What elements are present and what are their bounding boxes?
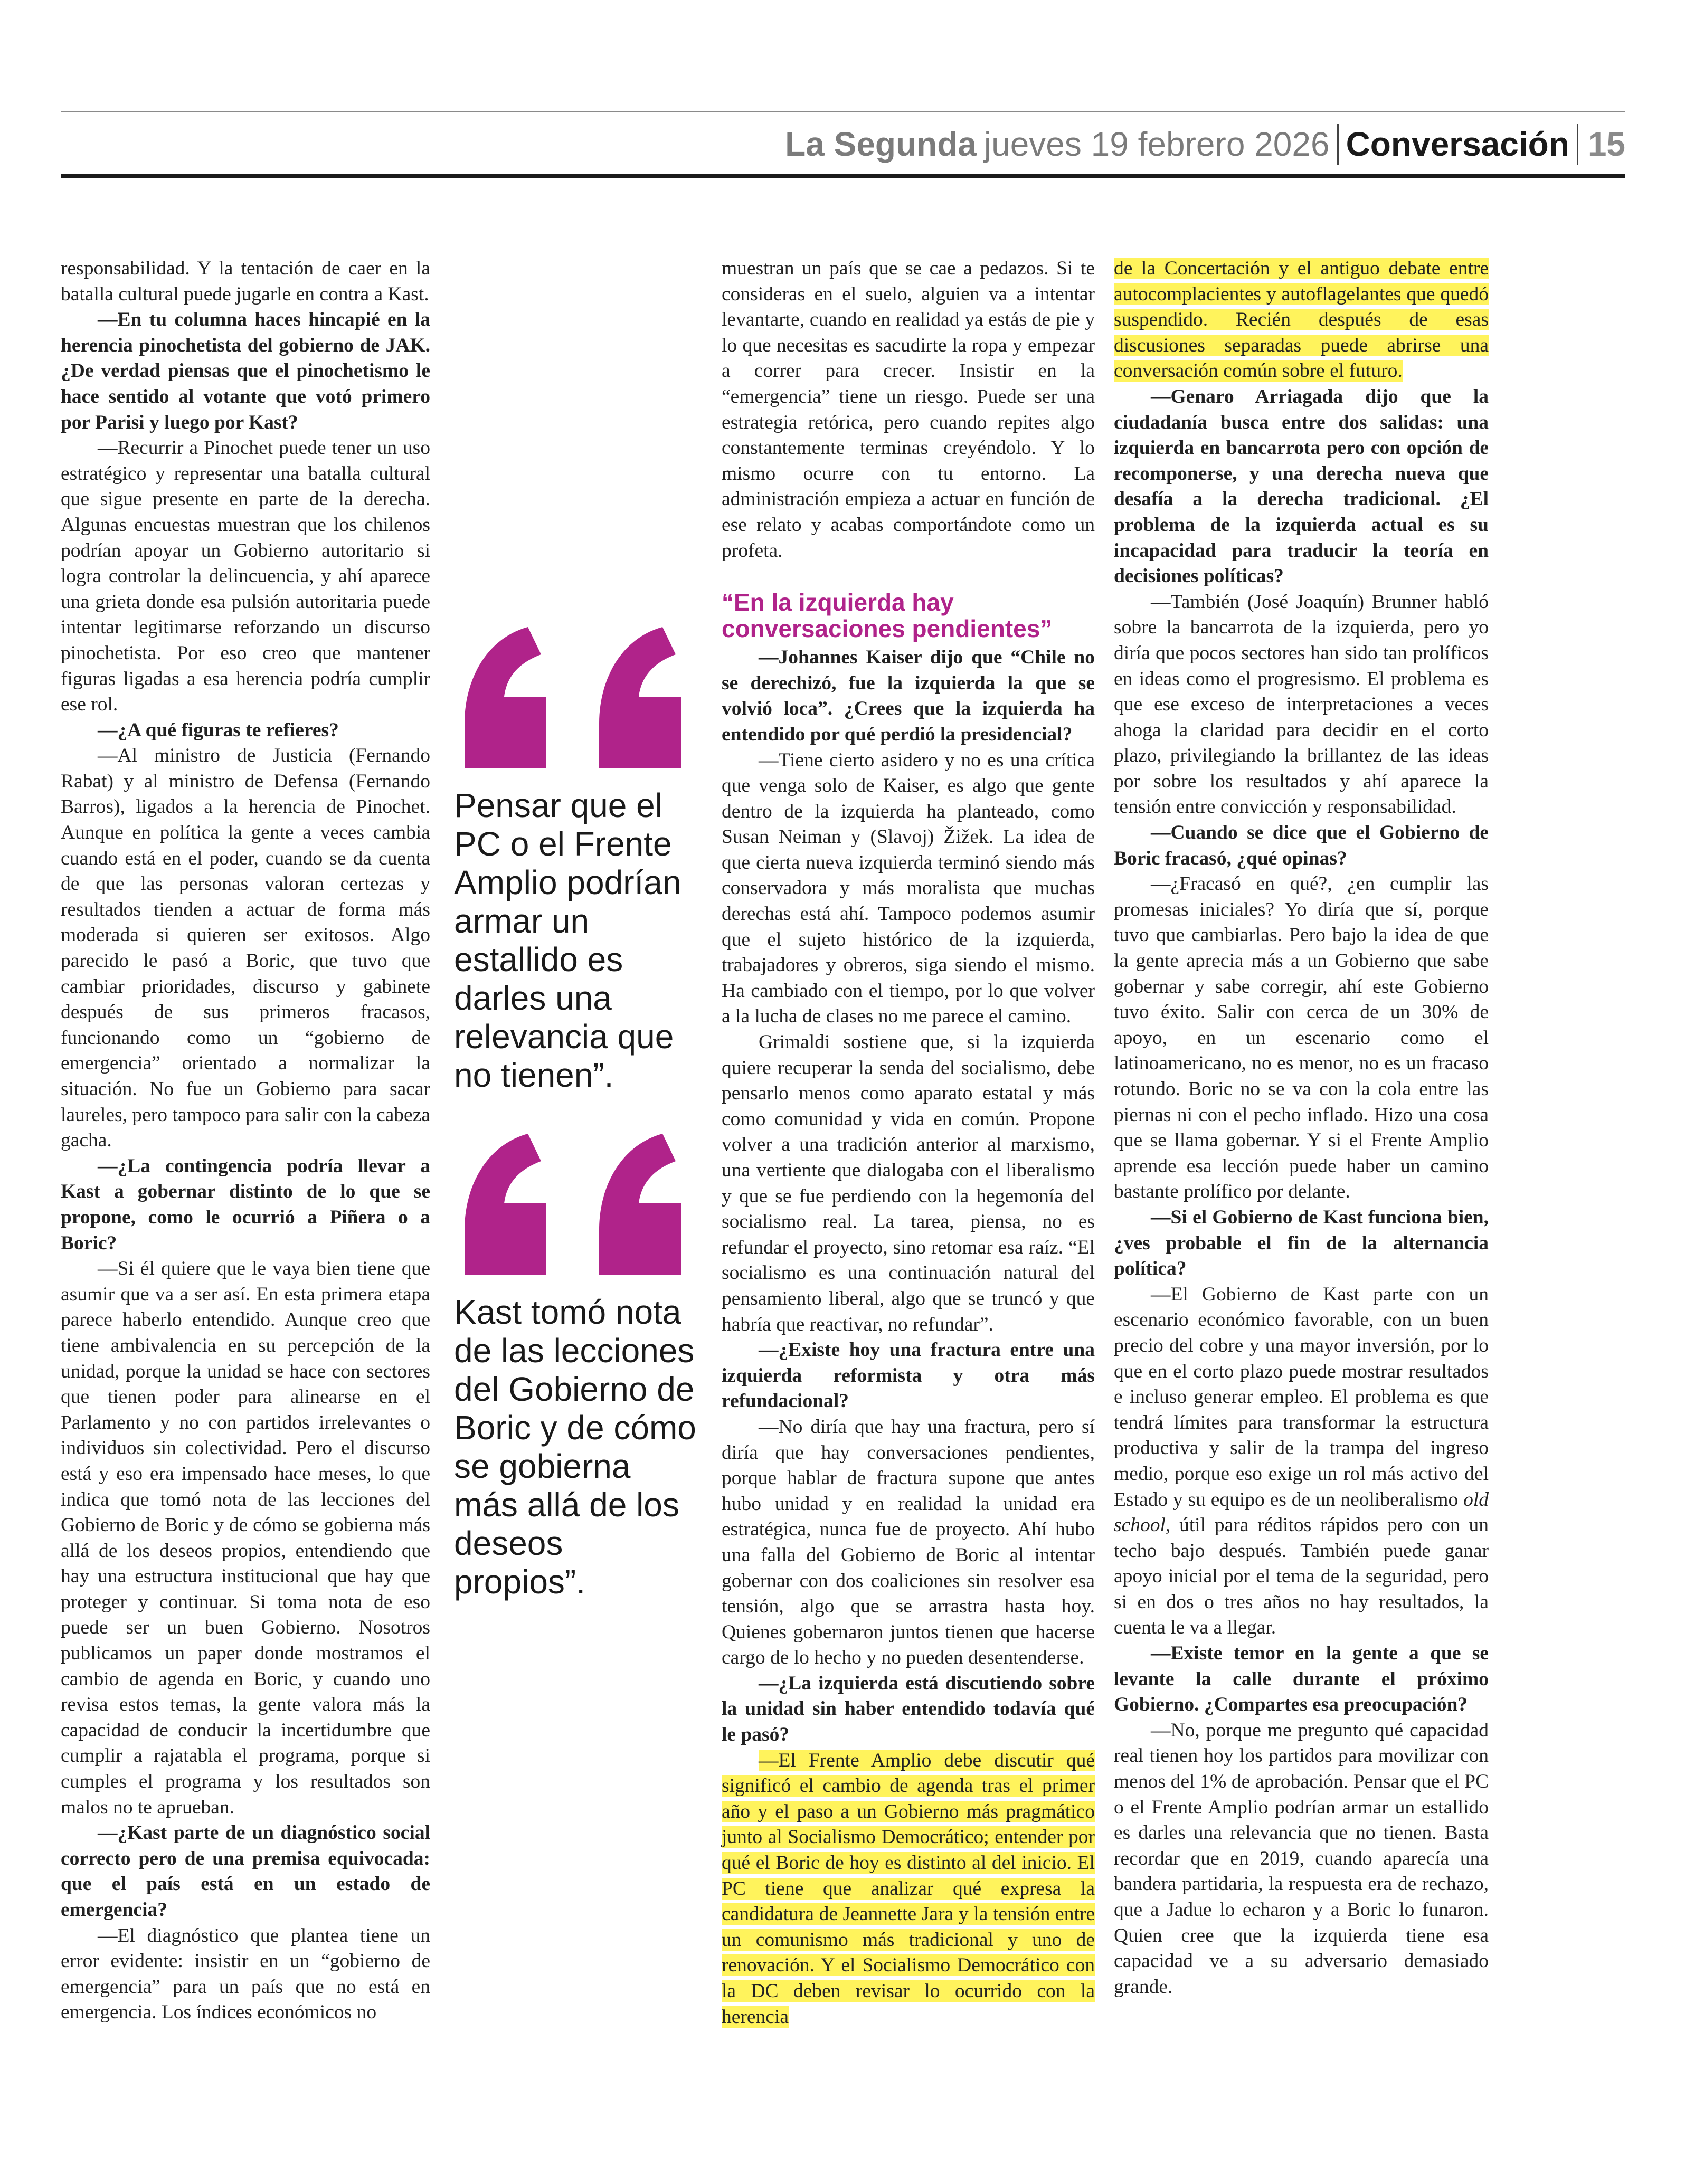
header-divider (1337, 124, 1339, 165)
interview-question: —En tu columna haces hincapié en la herencia pinochetista del gobierno de JAK. ¿De verdad piensas que el pinochetismo le hace sentido al votante que votó primero por Parisi y luego por Kast? (61, 309, 430, 433)
header-rule (61, 174, 1625, 178)
interview-answer: —Si él quiere que le vaya bien tiene que asumir que va a ser así. En esta primera etapa parece haberlo entendido. Aunque creo que tiene ambivalencia en su percepción de la unidad, porque la unidad se hace con sectores que tienen poder para alinearse en el Parlamento y no con partidos irrelevantes o individuos sin colectividad. Pero el discurso está y eso era impensado hace meses, lo que indica que tomó nota de las lecciones del Gobierno de Boric y de cómo se gobierna más allá de los deseos propios, entendiendo que hay una estructura institucional que hay que proteger y continuar. Si toma nota de eso puede ser un buen Gobierno. Nosotros publicamos un paper donde mostramos el cambio de agenda en Boric, y cuando uno revisa estos temas, la gente valora más la capacidad de conducir la incertidumbre que cumplir a rajatabla el programa, porque si cumples el programa y los resultados son malos no te aprueban. (61, 1258, 430, 1818)
interview-question: —Existe temor en la gente a que se levante la calle durante el próximo Gobierno. ¿Compartes esa preocupación? (1114, 1642, 1489, 1716)
top-rule (61, 111, 1625, 112)
pull-quote-text: Pensar que el PC o el Frente Amplio podrían armar un estallido es darles una relevancia que no tienen”. (454, 786, 681, 1094)
interview-answer: —Tiene cierto asidero y no es una crítica que venga solo de Kaiser, es algo que gente dentro de la izquierda ha planteado, como Susan Neiman y (Slavoj) Žižek. La idea de que cierta nueva izquierda terminó siendo más conservadora y más moralista que muchas derechas está ahí. Tampoco podemos asumir que el sujeto histórico de la izquierda, trabajadores y obreros, siga siendo el mismo. Ha cambiado con el tiempo, por lo que volver a la lucha de clases no me parece el camino. (722, 749, 1095, 1028)
open-quote-icon (454, 618, 702, 776)
header-divider (1577, 124, 1578, 165)
interview-answer: —También (José Joaquín) Brunner habló sobre la bancarrota de la izquierda, pero yo diría que pocos sectores han sido tan prolíficos en ideas como el progresismo. El problema es que ese exceso de interpretaciones a veces ahoga la claridad para decidir en el corto plazo, privilegiando la brillantez de las ideas por sobre los resultados y ahí aparece la tensión entre convicción y responsabilidad. (1114, 591, 1489, 818)
paragraph: Grimaldi sostiene que, si la izquierda quiere recuperar la senda del socialismo, debe pensarlo menos como aparato estatal y más como comunidad y vida en común. Propone volver a una tradición anterior al marxismo, una vertiente que dialogaba con el liberalismo y que se fue perdiendo con la hegemonía del socialismo real. La tarea, piensa, no es refundar el proyecto, sino retomar esa raíz. “El socialismo es una continuación natural del pensamiento liberal, algo que se truncó y que habría que reactivar, no refundar”. (722, 1031, 1095, 1335)
pull-quote-1 (454, 618, 702, 1095)
interview-question: —Cuando se dice que el Gobierno de Boric fracasó, ¿qué opinas? (1114, 822, 1489, 869)
interview-question: —¿Existe hoy una fractura entre una izquierda reformista y otra más refundacional? (722, 1339, 1095, 1412)
paragraph: muestran un país que se cae a pedazos. Si te consideras en el suelo, alguien va a intentar levantarte, cuando en realidad ya estás de pie y lo que necesitas es sacudirte la ropa y empezar a correr para crecer. Insistir en la “emergencia” tiene un riesgo. Puede ser una estrategia retórica, pero cuando repites algo constantemente terminas creyéndolo. Y lo mismo ocurre con tu entorno. La administración empieza a actuar en función de ese relato y acabas comportándote como un profeta. (722, 258, 1095, 562)
highlighted-paragraph (1114, 256, 1489, 384)
interview-answer: —No, porque me pregunto qué capacidad real tienen hoy los partidos para movilizar con menos del 1% de aprobación. Pensar que el PC o el Frente Amplio podrían armar un estallido es darles una relevancia que no tienen. Basta recordar que en 2019, cuando aparecía una bandera partidaria, la respuesta era de rechazo, que a Jadue lo echaron y a Boric lo funaron. Quien cree que la izquierda tiene esa capacidad ve a su adversario demasiado grande. (1114, 1719, 1489, 1998)
interview-question: —¿La izquierda está discutiendo sobre la unidad sin haber entendido todavía qué le pasó? (722, 1672, 1095, 1746)
interview-question: —Johannes Kaiser dijo que “Chile no se derechizó, fue la izquierda la que se volvió loca”. ¿Crees que la izquierda ha entendido por qué perdió la presidencial? (722, 647, 1095, 745)
highlighted-answer (722, 1748, 1095, 2030)
section-subheading: “En la izquierda hay conversaciones pendientes” (722, 588, 1053, 643)
interview-answer: —El diagnóstico que plantea tiene un error evidente: insistir en un “gobierno de emergencia” para un país que no está en emergencia. Los índices económicos no (61, 1924, 430, 2024)
interview-answer: —¿Fracasó en qué?, ¿en cumplir las promesas iniciales? Yo diría que sí, porque tuvo que cambiarlas. Pero bajo la idea de que la gente aprecia más a un Gobierno que sabe gobernar y sabe corregir, ahí este Gobierno tuvo éxito. Salir con cerca de un 30% de apoyo, en un escenario como el latinoamericano, no es menor, no es un fracaso rotundo. Boric no se va con la cola entre las piernas ni con el pecho inflado. Hizo una cosa que se llama gobernar. Y si el Frente Amplio aprende esa lección puede haber un camino bastante prolífico por delante. (1114, 873, 1489, 1203)
interview-answer: —Al ministro de Justicia (Fernando Rabat) y al ministro de Defensa (Fernando Barros), ligados a la herencia de Pinochet. Aunque en política la gente a veces cambia cuando está en el poder, cuando se da cuenta de que las personas valoran certezas y resultados tienden a actuar de forma más moderada si quieren ser exitosos. Algo parecido le pasó a Boric, que tuvo que cambiar prioridades, discurso y gabinete después de sus primeros fracasos, funcionando como un “gobierno de emergencia” orientado a normalizar la situación. No fue un Gobierno para sacar laureles, pero tampoco para salir con la cabeza gacha. (61, 745, 430, 1152)
interview-answer: —No diría que hay una fractura, pero sí diría que hay conversaciones pendientes, porque hablar de fractura supone que antes hubo unidad y en realidad la unidad era estratégica, nunca fue de proyecto. Ahí hubo una falla del Gobierno de Boric al intentar gobernar con dos coaliciones sin resolver esa tensión, algo que se arrastra hasta hoy. Quienes gobernaron juntos tienen que hacerse cargo de lo hecho y no pueden desentenderse. (722, 1416, 1095, 1669)
answer-text: , útil para réditos rápidos pero con un techo bajo después. También puede ganar apoyo inicial por el tema de la seguridad, pero si en dos o tres años no hay resultados, la cuenta le va a llegar. (1114, 1514, 1489, 1639)
open-quote-icon (454, 1124, 702, 1283)
page-header (61, 115, 1625, 173)
paragraph: responsabilidad. Y la tentación de caer en la batalla cultural puede jugarle en contra a Kast. (61, 258, 430, 305)
highlight: —El Frente Amplio debe discutir qué significó el cambio de agenda tras el primer año y el paso a un Gobierno más pragmático junto al Socialismo Democrático; entender por qué el Boric de hoy es distinto al del inicio. El PC tiene que analizar qué expresa la candidatura de Jeannette Jara y la tensión entre un comunismo más tradicional y uno de renovación. Y el Socialismo Democrático con la DC deben revisar lo ocurrido con la herencia (722, 1749, 1095, 2028)
interview-question: —Genaro Arriagada dijo que la ciudadanía busca entre dos salidas: una izquierda en bancarrota pero con opción de recomponerse, y una derecha nueva que desafía a la derecha tradicional. ¿El problema de la izquierda actual es su incapacidad para traducir la teoría en decisiones políticas? (1114, 385, 1489, 587)
article-column-1 (61, 256, 430, 2026)
answer-text: —El Gobierno de Kast parte con un escenario económico favorable, con un buen precio del cobre y una mayor inversión, por lo que en el corto plazo puede mostrar resultados e incluso generar empleo. El problema es que tendrá límites para transformar la estructura productiva y salir de la trampa del ingreso medio, porque eso exige un rol más activo del Estado y su equipo es de un neoliberalismo (1114, 1283, 1489, 1511)
interview-answer: —Recurrir a Pinochet puede tener un uso estratégico y representar una batalla cultural que sigue presente en parte de la derecha. Algunas encuestas muestran que los chilenos podrían apoyar un Gobierno autoritario si logra controlar la delincuencia, y ahí aparece una grieta donde esa pulsión autoritaria puede intentar legitimarse reforzando un discurso pinochetista. Por eso creo que mantener figuras ligadas a esa herencia podría cumplir ese rol. (61, 437, 430, 716)
pull-quote-text: Kast tomó nota de las lecciones del Gobierno de Boric y de cómo se gobierna más allá de los deseos propios”. (454, 1293, 696, 1601)
section-name: Conversación (1346, 125, 1569, 163)
answer-italic-text: old school (1114, 1488, 1489, 1536)
publication-name: La Segunda (785, 125, 977, 163)
interview-question: —Si el Gobierno de Kast funciona bien, ¿ves probable el fin de la alternancia política? (1114, 1206, 1489, 1280)
interview-question: —¿La contingencia podría llevar a Kast a gobernar distinto de lo que se propone, como le ocurrió a Piñera o a Boric? (61, 1155, 430, 1254)
page-number: 15 (1587, 125, 1625, 163)
issue-date: jueves 19 febrero 2026 (983, 125, 1330, 163)
article-column-3 (1114, 256, 1489, 2000)
interview-question: —¿A qué figuras te refieres? (98, 719, 339, 741)
highlight: de la Concertación y el antiguo debate entre autocomplacientes y autoflagelantes que quedó suspendido. Recién después de esas discusiones separadas puede abrirse una conversación común sobre el futuro. (1114, 258, 1489, 382)
article-column-2 (722, 256, 1095, 2030)
interview-question: —¿Kast parte de un diagnóstico social correcto pero de una premisa equivocada: que el país está en un estado de emergencia? (61, 1822, 430, 1921)
pull-quote-2 (454, 1124, 702, 1601)
interview-answer (1114, 1282, 1489, 1641)
